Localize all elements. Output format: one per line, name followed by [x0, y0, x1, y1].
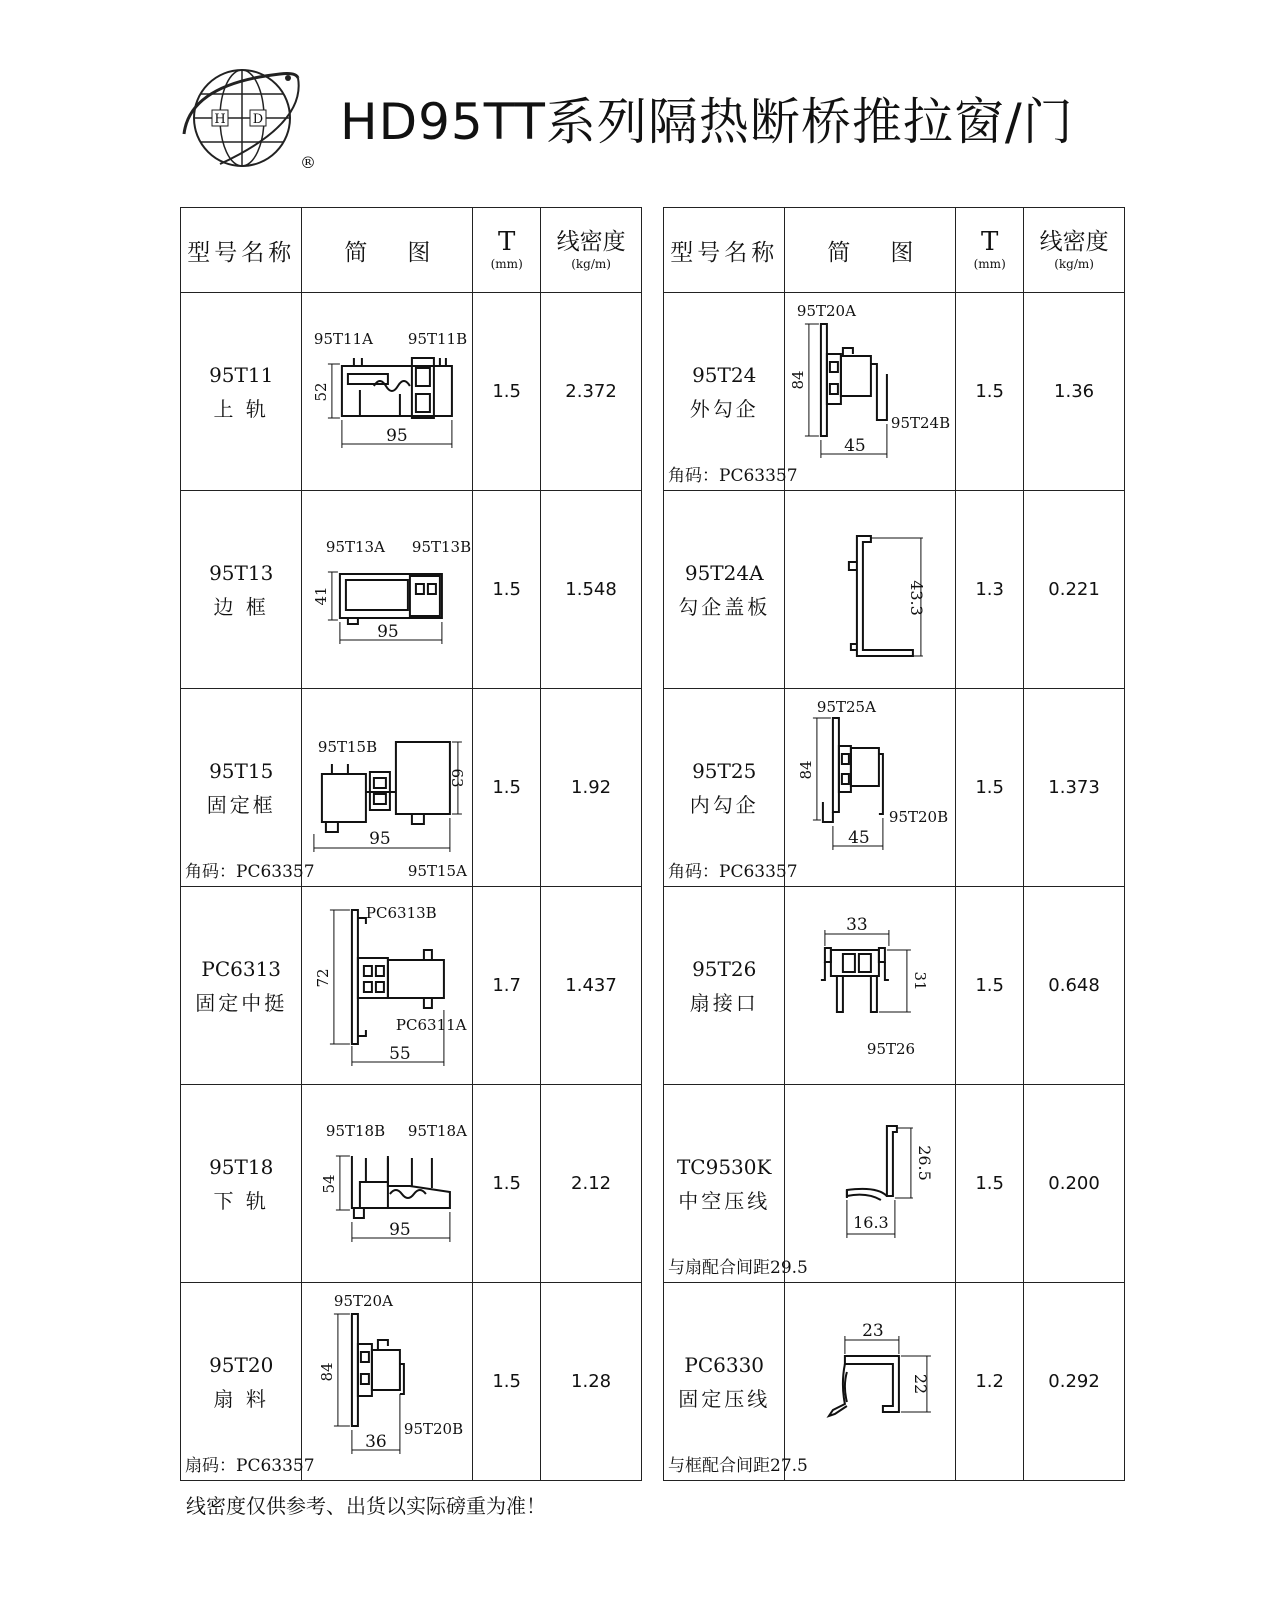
profile-code: 95T15	[209, 758, 274, 783]
profile-table-left	[180, 207, 642, 1481]
dim-height: 52	[312, 382, 331, 402]
density-value: 1.437	[541, 887, 642, 1085]
header-sketch	[302, 208, 473, 293]
table-row	[181, 1283, 642, 1481]
logo-letter-h: H	[214, 112, 226, 127]
profile-code: 95T24	[692, 362, 757, 387]
profile-drawing-95t24a	[785, 492, 955, 687]
thickness-value: 1.3	[956, 491, 1024, 689]
label-part-b: 95T20B	[404, 1420, 464, 1438]
profile-code: 95T25	[692, 758, 757, 783]
profile-sketch	[785, 1085, 956, 1283]
label-part-b: 95T11B	[408, 330, 468, 348]
profile-drawing-pc6330	[785, 1284, 955, 1479]
label-part-b: PC6311A	[396, 1016, 467, 1034]
profile-code: 95T13	[209, 560, 274, 585]
dim-width: 45	[844, 436, 867, 456]
density-value: 2.12	[541, 1085, 642, 1283]
thickness-value: 1.2	[956, 1283, 1024, 1481]
thickness-value: 1.5	[473, 1283, 541, 1481]
thickness-value: 1.5	[956, 887, 1024, 1085]
disclaimer-note: 线密度仅供参考、出货以实际磅重为准！	[186, 1494, 546, 1518]
label-part-a: PC6313B	[366, 904, 438, 922]
table-row	[181, 293, 642, 491]
header-density	[541, 208, 642, 293]
header-thickness	[473, 208, 541, 293]
density-value: 1.548	[541, 491, 642, 689]
profile-name-cell	[181, 491, 302, 689]
profile-drawing-95t18	[302, 1086, 472, 1281]
label-part-a: 95T11A	[314, 330, 374, 348]
profile-code: PC6330	[684, 1352, 765, 1377]
profile-desc: 固定中挺	[195, 990, 288, 1015]
profile-sketch	[785, 689, 956, 887]
label-part-a: 95T26	[867, 1040, 916, 1058]
profile-drawing-tc9530k	[785, 1086, 955, 1281]
table-row	[664, 887, 1125, 1085]
label-part-a: 95T15B	[318, 738, 378, 756]
label-part-b: 95T20B	[889, 808, 949, 826]
profile-code: TC9530K	[676, 1154, 772, 1179]
dim-width: 95	[386, 426, 409, 446]
profile-drawing-95t20	[302, 1284, 472, 1479]
profile-drawing-95t25	[785, 690, 955, 885]
label-part-a: 95T18B	[326, 1122, 386, 1140]
header-t: T	[498, 227, 516, 257]
profile-code: 95T18	[209, 1154, 274, 1179]
table-header	[181, 208, 642, 293]
dim-height: 43.3	[907, 580, 927, 616]
dim-width: 23	[862, 1321, 885, 1341]
profile-desc: 内勾企	[689, 792, 759, 817]
dim-height: 72	[314, 968, 333, 988]
profile-name-cell	[181, 1085, 302, 1283]
header-sketch	[785, 208, 956, 293]
header-sketch-b: 图	[407, 239, 431, 266]
table-row	[181, 491, 642, 689]
dim-height: 54	[320, 1174, 339, 1194]
spacing-note: 与框配合间距27.5	[668, 1456, 808, 1476]
header-t: T	[981, 227, 999, 257]
thickness-value: 1.5	[956, 689, 1024, 887]
header-density	[1024, 208, 1125, 293]
density-value: 1.373	[1024, 689, 1125, 887]
thickness-value: 1.7	[473, 887, 541, 1085]
label-part-a: 95T20A	[797, 302, 857, 320]
profile-sketch	[785, 1283, 956, 1481]
profile-name-cell	[181, 293, 302, 491]
profile-sketch	[785, 293, 956, 491]
label-part-b: 95T15A	[408, 862, 468, 880]
profile-name-cell	[664, 689, 798, 887]
profile-code: 95T24A	[684, 560, 764, 585]
profile-desc: 下 轨	[213, 1188, 269, 1213]
profile-drawing-95t15	[302, 690, 472, 885]
density-value: 0.648	[1024, 887, 1125, 1085]
corner-code-note: 角码：PC63357	[185, 862, 315, 882]
header-t-unit: (mm)	[490, 257, 523, 271]
header-sketch-b: 图	[890, 239, 914, 266]
profile-name-cell	[664, 491, 785, 689]
dim-height: 84	[797, 760, 816, 780]
profile-table-right	[663, 207, 1125, 1481]
company-logo	[180, 64, 320, 176]
profile-desc: 边 框	[213, 594, 269, 619]
profile-sketch	[302, 293, 473, 491]
profile-desc: 外勾企	[689, 396, 759, 421]
profile-drawing-95t26	[785, 888, 955, 1083]
globe-logo-icon	[180, 64, 320, 176]
thickness-value: 1.5	[473, 1085, 541, 1283]
density-value: 0.200	[1024, 1085, 1125, 1283]
registered-mark: ®	[300, 153, 316, 172]
header-density-label: 线密度	[556, 229, 626, 255]
page-title: HD95TT系列隔热断桥推拉窗/门	[340, 93, 1074, 151]
header-thickness	[956, 208, 1024, 293]
table-row	[664, 293, 1125, 491]
thickness-value: 1.5	[956, 293, 1024, 491]
profile-desc: 固定压线	[678, 1386, 771, 1411]
profile-name-cell	[181, 689, 315, 887]
density-value: 2.372	[541, 293, 642, 491]
profile-sketch	[785, 887, 956, 1085]
dim-width: 95	[377, 622, 400, 642]
logo-letter-d: D	[252, 112, 264, 127]
header-density-unit: (kg/m)	[1054, 257, 1094, 271]
thickness-value: 1.5	[956, 1085, 1024, 1283]
density-value: 0.292	[1024, 1283, 1125, 1481]
dim-height: 63	[448, 768, 467, 788]
header-sketch-a: 简	[344, 239, 368, 266]
density-value: 1.28	[541, 1283, 642, 1481]
profile-code: 95T20	[209, 1352, 274, 1377]
table-row	[664, 1283, 1125, 1481]
profile-sketch	[302, 1283, 473, 1481]
table-row	[664, 689, 1125, 887]
dim-width: 36	[365, 1432, 388, 1452]
table-row	[181, 1085, 642, 1283]
dim-height: 31	[911, 971, 930, 991]
dim-width: 33	[846, 915, 869, 935]
density-value: 0.221	[1024, 491, 1125, 689]
header-t-unit: (mm)	[973, 257, 1006, 271]
dim-width: 95	[369, 829, 392, 849]
thickness-value: 1.5	[473, 293, 541, 491]
profile-sketch	[302, 1085, 473, 1283]
profile-code: 95T11	[209, 362, 274, 387]
table-row	[181, 887, 642, 1085]
dim-height: 26.5	[915, 1145, 935, 1181]
spacing-note: 与扇配合间距29.5	[668, 1258, 808, 1278]
profile-desc: 勾企盖板	[678, 594, 771, 619]
table-header	[664, 208, 1125, 293]
dim-width: 45	[848, 828, 871, 848]
label-part-b: 95T13B	[412, 538, 472, 556]
profile-code: PC6313	[201, 956, 282, 981]
corner-code-note: 扇码：PC63357	[185, 1456, 315, 1476]
density-value: 1.36	[1024, 293, 1125, 491]
profile-drawing-95t24	[785, 294, 955, 489]
table-row	[181, 689, 642, 887]
profile-desc: 上 轨	[213, 396, 269, 421]
dim-width: 95	[389, 1220, 412, 1240]
dim-width: 55	[389, 1044, 412, 1064]
profile-desc: 中空压线	[678, 1188, 771, 1213]
table-row	[664, 491, 1125, 689]
thickness-value: 1.5	[473, 689, 541, 887]
profile-desc: 扇接口	[689, 990, 759, 1015]
profile-name-cell	[181, 887, 302, 1085]
label-part-a: 95T13A	[326, 538, 386, 556]
dim-width: 16.3	[853, 1213, 890, 1232]
thickness-value: 1.5	[473, 491, 541, 689]
label-part-a: 95T20A	[334, 1292, 394, 1310]
dim-height: 41	[312, 586, 331, 606]
label-part-a: 95T25A	[817, 698, 877, 716]
profile-sketch	[785, 491, 956, 689]
profile-name-cell	[181, 1283, 315, 1481]
profile-name-cell	[664, 1085, 808, 1283]
profile-name-cell	[664, 1283, 808, 1481]
profile-desc: 固定框	[206, 792, 276, 817]
dim-height: 84	[789, 370, 808, 390]
profile-desc: 扇 料	[213, 1386, 269, 1411]
profile-sketch	[302, 491, 473, 689]
header-name: 型号名称	[664, 208, 785, 293]
profile-code: 95T26	[692, 956, 757, 981]
profile-name-cell	[664, 887, 785, 1085]
density-value: 1.92	[541, 689, 642, 887]
corner-code-note: 角码：PC63357	[668, 862, 798, 882]
profile-sketch	[302, 887, 473, 1085]
header-sketch-a: 简	[827, 239, 851, 266]
dim-height: 84	[318, 1362, 337, 1382]
dim-height: 22	[911, 1373, 931, 1395]
profile-name-cell	[664, 293, 798, 491]
table-row	[664, 1085, 1125, 1283]
profile-drawing-95t13	[302, 492, 472, 687]
header-density-label: 线密度	[1039, 229, 1109, 255]
profile-sketch	[302, 689, 473, 887]
label-part-b: 95T24B	[891, 414, 951, 432]
header-name: 型号名称	[181, 208, 302, 293]
header-density-unit: (kg/m)	[571, 257, 611, 271]
profile-drawing-95t11	[302, 294, 472, 489]
profile-drawing-pc6313	[302, 888, 472, 1083]
label-part-b: 95T18A	[408, 1122, 468, 1140]
corner-code-note: 角码：PC63357	[668, 466, 798, 486]
